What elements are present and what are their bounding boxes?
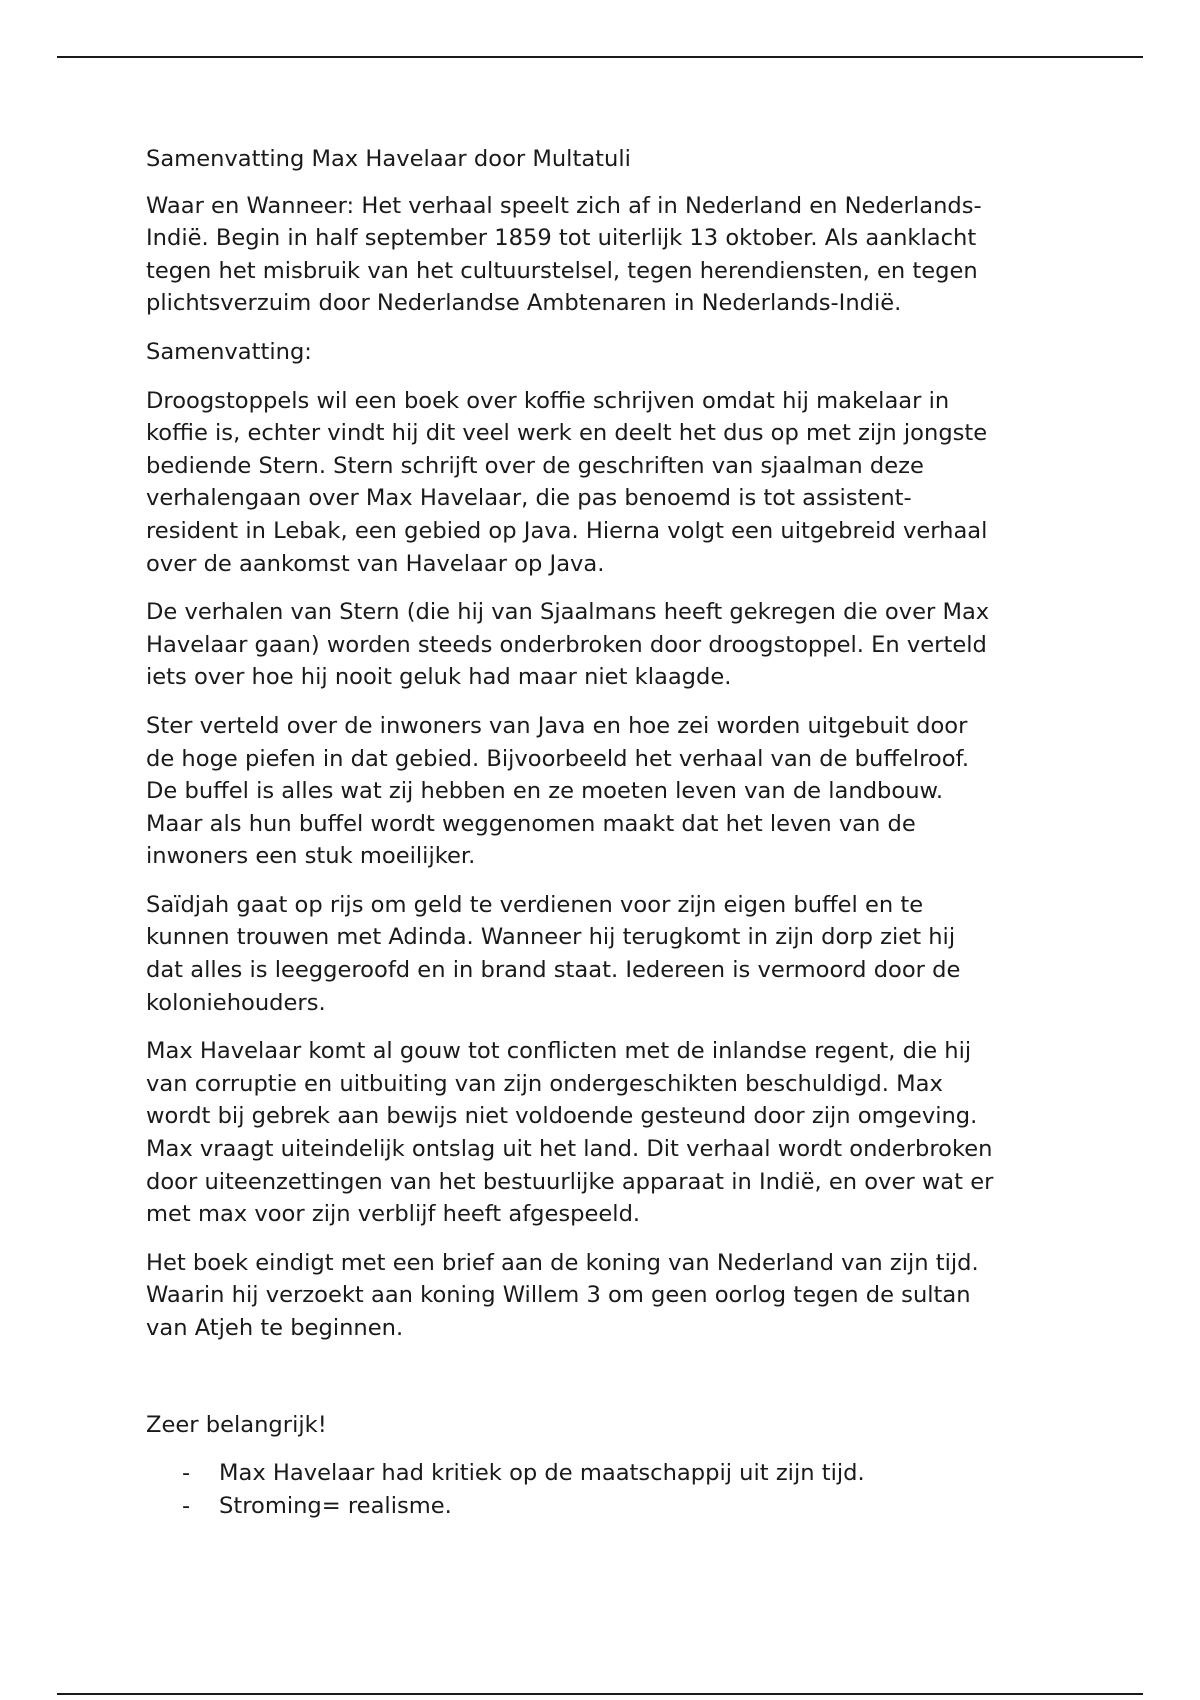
document-title: Samenvatting Max Havelaar door Multatuli <box>146 146 631 172</box>
bullet-dash: - <box>182 1460 191 1487</box>
blank-line <box>146 1361 1066 1409</box>
summary-paragraph: Ster verteld over de inwoners van Java en hoe zei worden uitgebuit door de hoge piefen in dat gebied. Bijvoorbeeld het verhaal van de buffelroof. De buffel is alles wat zij hebben en ze moeten leven van de landbouw. Maar als hun buffel wordt weggenomen maakt dat het leven van de inwoners een stuk moeilijker. <box>146 712 970 870</box>
bullet-item <box>146 1490 1066 1523</box>
bullet-dash: - <box>182 1492 191 1519</box>
document-body <box>146 143 1066 1522</box>
bullet-text: Max Havelaar had kritiek op de maatschappij uit zijn tijd. <box>219 1460 865 1487</box>
summary-paragraph: Het boek eindigt met een brief aan de koning van Nederland van zijn tijd. Waarin hij verzoekt aan koning Willem 3 om geen oorlog tegen de sultan van Atjeh te beginnen. <box>146 1249 979 1341</box>
summary-paragraph: Droogstoppels wil een boek over koffie schrijven omdat hij makelaar in koffie is, echter vindt hij dit veel werk en deelt het dus op met zijn jongste bediende Stern. Stern schrijft over de geschriften van sjaalman deze verhalengaan over Max Havelaar, die pas benoemd is tot assistent- resident in Lebak, een gebied op Java. Hierna volgt een uitgebreid verhaal over de aankomst van Havelaar op Java. <box>146 387 988 577</box>
bullet-list <box>146 1457 1066 1522</box>
summary-paragraph: Saïdjah gaat op rijs om geld te verdienen voor zijn eigen buffel en te kunnen trouwen met Adinda. Wanneer hij terugkomt in zijn dorp ziet hij dat alles is leeggeroofd en in brand staat. Iedereen is vermoord door de koloniehouders. <box>146 891 961 1016</box>
bullet-item <box>146 1457 1066 1490</box>
intro-paragraph: Waar en Wanneer: Het verhaal speelt zich af in Nederland en Nederlands- Indië. Begin in half september 1859 tot uiterlijk 13 oktober. Als aanklacht tegen het misbruik van het cultuurstelsel, tegen herendiensten, en tegen plichtsverzuim door Nederlandse Ambtenaren in Nederlands-Indië. <box>146 192 982 317</box>
summary-paragraph: De verhalen van Stern (die hij van Sjaalmans heeft gekregen die over Max Havelaar gaan) worden steeds onderbroken door droogstoppel. En verteld iets over hoe hij nooit geluk had maar niet klaagde. <box>146 599 990 691</box>
important-heading: Zeer belangrijk! <box>146 1411 327 1438</box>
bullet-text: Stroming= realisme. <box>219 1492 452 1519</box>
footer-rule <box>57 1693 1143 1695</box>
summary-paragraph: Max Havelaar komt al gouw tot conflicten met de inlandse regent, die hij van corruptie en uitbuiting van zijn ondergeschikten beschuldigd. Max wordt bij gebrek aan bewijs niet voldoende gesteund door zijn omgeving. Max vraagt uiteindelijk ontslag uit het land. Dit verhaal wordt onderbroken door uiteenzettingen van het bestuurlijke apparaat in Indië, en over wat er met max voor zijn verblijf heeft afgespeeld. <box>146 1038 994 1228</box>
summary-heading: Samenvatting: <box>146 338 312 365</box>
header-rule <box>57 56 1143 58</box>
